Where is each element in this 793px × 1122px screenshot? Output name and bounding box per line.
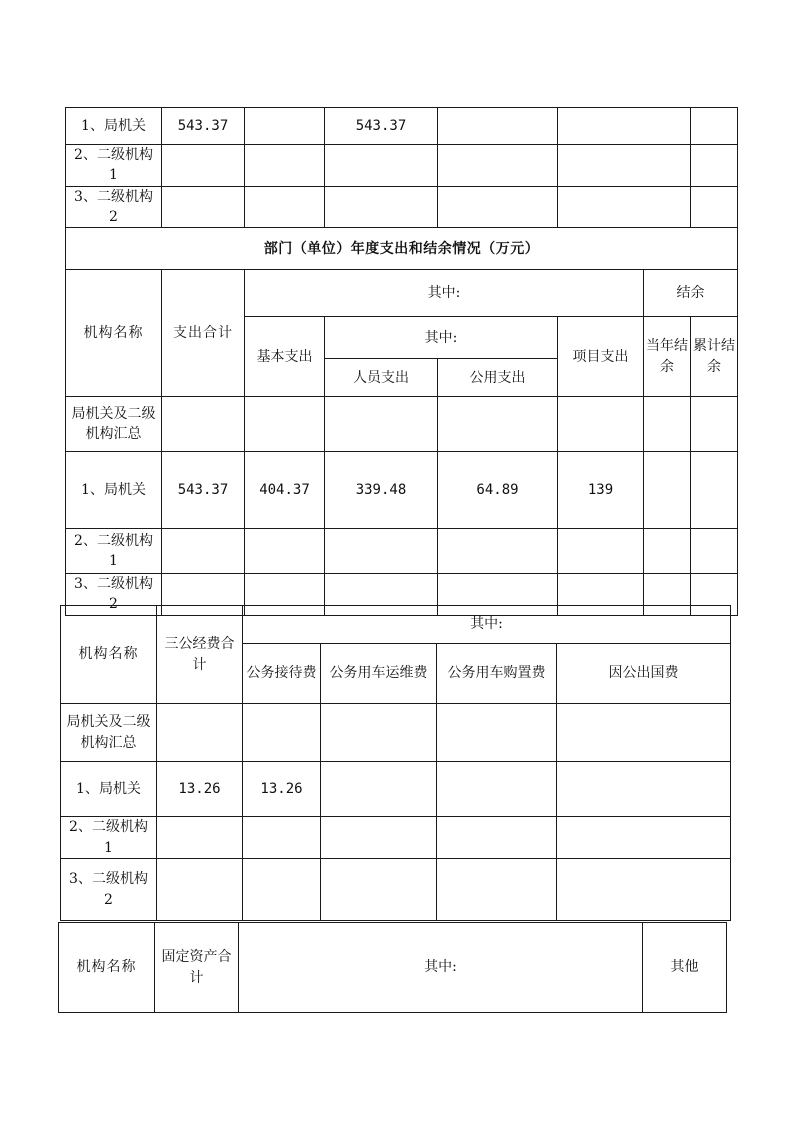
table-row <box>66 529 738 574</box>
header-balance-year: 当年结余 <box>644 317 691 397</box>
table-row <box>61 704 731 762</box>
header-three-public-total: 三公经费合计 <box>157 606 243 704</box>
table-row <box>61 817 731 859</box>
header-fixed-assets-total: 固定资产合计 <box>155 923 239 1013</box>
table-row <box>61 859 731 921</box>
header-balance: 结余 <box>644 270 738 317</box>
header-of-which: 其中: <box>245 270 644 317</box>
header-total: 支出合计 <box>162 270 245 397</box>
org-name-cell: 局机关及二级机构汇总 <box>61 704 157 762</box>
value-cell <box>558 108 691 145</box>
org-name-cell: 局机关及二级机构汇总 <box>66 397 162 452</box>
header-project: 项目支出 <box>558 317 644 397</box>
table-row <box>66 108 738 145</box>
header-vehicle-purchase: 公务用车购置费 <box>437 644 557 704</box>
org-name-cell: 3、二级机构 2 <box>61 859 157 921</box>
header-org-name: 机构名称 <box>59 923 155 1013</box>
org-name-cell: 1、局机关 <box>66 452 162 529</box>
table-row <box>66 186 738 228</box>
fixed-assets-table <box>58 922 727 1013</box>
value-cell: 543.37 <box>325 108 438 145</box>
org-name-cell: 1、局机关 <box>61 762 157 817</box>
value-cell <box>438 108 558 145</box>
org-name-cell: 2、二级机构 1 <box>66 145 162 187</box>
org-name-cell: 3、二级机构 2 <box>66 186 162 228</box>
public-use-cell: 64.89 <box>438 452 558 529</box>
project-cell: 139 <box>558 452 644 529</box>
header-reception: 公务接待费 <box>243 644 321 704</box>
org-name-cell: 1、局机关 <box>66 108 162 145</box>
table-row <box>66 452 738 529</box>
basic-cell: 404.37 <box>245 452 325 529</box>
header-vehicle-ops: 公务用车运维费 <box>321 644 437 704</box>
org-name-cell: 2、二级机构 1 <box>66 529 162 574</box>
header-org-name: 机构名称 <box>66 270 162 397</box>
header-public-use: 公用支出 <box>438 359 558 397</box>
header-personnel: 人员支出 <box>325 359 438 397</box>
total-cell: 13.26 <box>157 762 243 817</box>
table-row <box>66 397 738 452</box>
org-name-cell: 2、二级机构 1 <box>61 817 157 859</box>
expenditure-table <box>65 107 738 616</box>
header-other: 其他 <box>643 923 727 1013</box>
header-basic: 基本支出 <box>245 317 325 397</box>
value-cell <box>691 108 738 145</box>
section-title: 部门（单位）年度支出和结余情况（万元） <box>66 228 738 270</box>
value-cell <box>245 108 325 145</box>
three-public-table <box>60 605 731 921</box>
org-name-cell: 3、二级机构 2 <box>66 574 162 616</box>
header-balance-cumulative: 累计结余 <box>691 317 738 397</box>
total-cell: 543.37 <box>162 452 245 529</box>
value-cell: 543.37 <box>162 108 245 145</box>
header-of-which-basic: 其中: <box>325 317 558 359</box>
header-of-which: 其中: <box>243 606 731 644</box>
table-row <box>61 762 731 817</box>
header-overseas: 因公出国费 <box>557 644 731 704</box>
header-of-which: 其中: <box>239 923 643 1013</box>
reception-cell: 13.26 <box>243 762 321 817</box>
table-row <box>66 145 738 187</box>
personnel-cell: 339.48 <box>325 452 438 529</box>
header-org-name: 机构名称 <box>61 606 157 704</box>
